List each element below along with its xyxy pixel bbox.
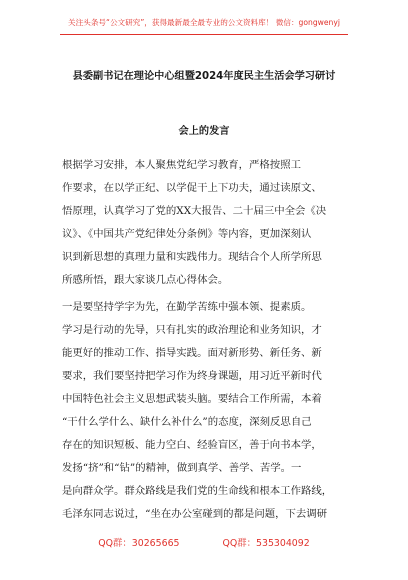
- document-title-line-2: 会上的发言: [178, 126, 230, 137]
- body-line: 所感所悟，跟大家谈几点心得体会。: [62, 274, 229, 286]
- body-line: 一是要坚持学字为先，在勤学苦练中强本领、提素质。: [62, 301, 312, 313]
- document-title-line-1: 县委副书记在理论中心组暨2024年度民主生活会学习研讨: [72, 71, 336, 82]
- body-line: 议》、《中国共产党纪律处分条例》等内容，更加深刻认: [62, 228, 312, 240]
- footer: [0, 535, 408, 549]
- header-note: 关注头条号“公文研究”，获得最新最全最专业的公文资料库！ 微信：gongwenyj: [68, 18, 340, 27]
- body-line: 毛泽东同志说过，“坐在办公室碰到的都是问题，下去调研: [62, 508, 328, 520]
- body-line: 是向群众学。群众路线是我们党的生命线和根本工作路线，: [62, 485, 333, 497]
- document-body: [62, 154, 346, 526]
- footer-qq-group-2: QQ群：535304092: [222, 538, 310, 549]
- body-line: 根据学习安排，本人聚焦党纪学习教育，严格按照工: [62, 159, 301, 171]
- body-line: 识到新思想的真理力量和实践伟力。现结合个人所学所思: [62, 251, 322, 263]
- body-line: 作要求，在以学正纪、以学促干上下功夫，通过读原文、: [62, 182, 322, 194]
- body-line: 悟原理，认真学习了党的XX大报告、二十届三中全会《决: [62, 205, 327, 217]
- header-divider: [60, 34, 348, 35]
- body-line: 要求，我们要坚持把学习作为终身课题，用习近平新时代: [62, 370, 322, 382]
- footer-qq-group-1: QQ群：30265665: [98, 538, 180, 549]
- body-line: 中国特色社会主义思想武装头脑。要结合工作所需，本着: [62, 393, 322, 405]
- body-line: 能更好的推动工作、指导实践。面对新形势、新任务、新: [62, 347, 322, 359]
- body-line: 存在的知识短板、能力空白、经验盲区，善于向书本学，: [62, 439, 322, 451]
- body-line: 发扬“挤”和“钻”的精神，做到真学、善学、苦学。一: [62, 462, 302, 474]
- body-line: 学习是行动的先导，只有扎实的政治理论和业务知识，才: [62, 324, 322, 336]
- body-line: “干什么学什么、缺什么补什么”的态度，深刻反思自己: [62, 416, 312, 428]
